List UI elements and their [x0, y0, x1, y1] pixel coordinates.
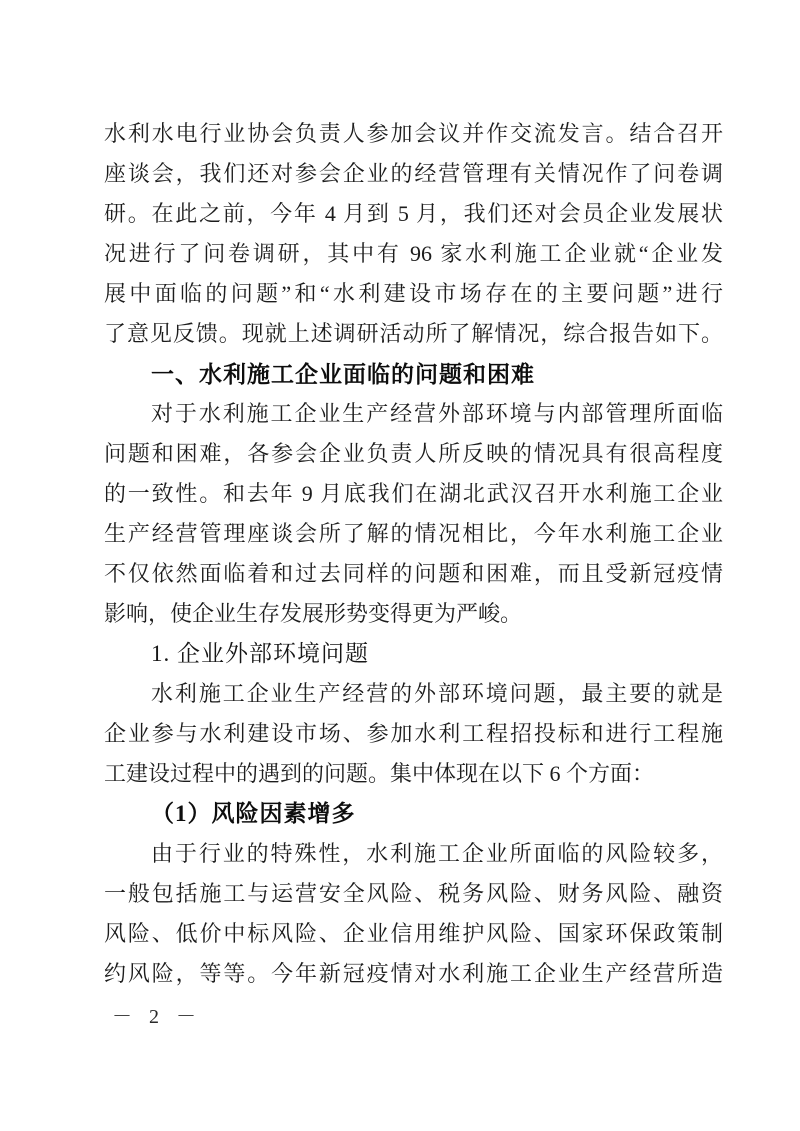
heading-sub-1: 1. 企业外部环境问题 — [151, 641, 369, 666]
heading-item-1: （1）风险因素增多 — [151, 801, 356, 826]
text-line: 水利水电行业协会负责人参加会议并作交流发言。结合召开 — [104, 121, 723, 146]
text-line: 了意见反馈。现就上述调研活动所了解情况，综合报告如下。 — [104, 321, 723, 346]
text-line: 展中面临的问题”和“水利建设市场存在的主要问题”进行 — [104, 281, 723, 306]
text-line: 一般包括施工与运营安全风险、税务风险、财务风险、融资 — [104, 881, 723, 906]
text-line: 由于行业的特殊性，水利施工企业所面临的风险较多， — [151, 841, 723, 866]
text-line: 工建设过程中的遇到的问题。集中体现在以下 6 个方面： — [104, 761, 655, 786]
document-text-block — [104, 114, 723, 994]
text-line: 况进行了问卷调研，其中有 96 家水利施工企业就“企业发 — [104, 241, 723, 266]
text-line: 问题和困难，各参会企业负责人所反映的情况具有很高程度 — [104, 441, 723, 466]
text-line: 对于水利施工企业生产经营外部环境与内部管理所面临 — [151, 401, 723, 426]
text-line: 不仅依然面临着和过去同样的问题和困难，而且受新冠疫情 — [104, 561, 723, 586]
text-line: 风险、低价中标风险、企业信用维护风险、国家环保政策制 — [104, 921, 723, 946]
text-line: 约风险，等等。今年新冠疫情对水利施工企业生产经营所造 — [104, 961, 723, 986]
text-line: 座谈会，我们还对参会企业的经营管理有关情况作了问卷调 — [104, 161, 723, 186]
heading-section-1: 一、水利施工企业面临的问题和困难 — [151, 361, 535, 387]
text-line: 水利施工企业生产经营的外部环境问题，最主要的就是 — [151, 681, 723, 706]
text-line: 的一致性。和去年 9 月底我们在湖北武汉召开水利施工企业 — [104, 481, 723, 506]
page-number: － 2 － — [112, 1006, 202, 1028]
text-line: 企业参与水利建设市场、参加水利工程招投标和进行工程施 — [104, 721, 723, 746]
text-line: 研。在此之前，今年 4 月到 5 月，我们还对会员企业发展状 — [104, 201, 723, 226]
text-line: 生产经营管理座谈会所了解的情况相比，今年水利施工企业 — [104, 521, 723, 546]
text-line: 影响，使企业生存发展形势变得更为严峻。 — [104, 601, 523, 626]
